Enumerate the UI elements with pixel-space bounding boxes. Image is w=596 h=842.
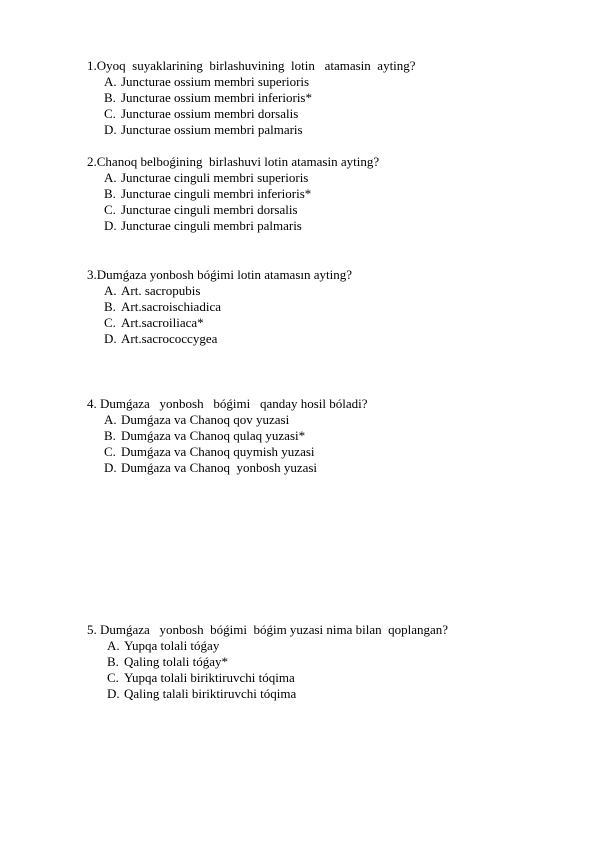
option-letter: D. [107,686,120,701]
option-letter: B. [107,654,119,669]
option-text: Dumǵaza va Chanoq yonbosh yuzasi [121,460,318,475]
option-letter: B. [104,428,116,443]
option-letter: B. [104,299,116,314]
option-letter: D. [104,331,117,346]
option-text: Juncturae cinguli membri inferioris* [121,186,312,201]
option-text: Art. sacropubis [121,283,201,298]
option-text: Dumǵaza va Chanoq quymish yuzasi [121,444,315,459]
option-letter: A. [107,638,120,653]
option-letter: B. [104,90,116,105]
question-text: 2.Chanoq belboǵining birlashuvi lotin atamasin ayting? [87,154,380,169]
option-text: Dumǵaza va Chanoq qulaq yuzasi* [121,428,306,443]
option-text: Juncturae ossium membri dorsalis [121,106,299,121]
option-letter: C. [107,670,119,685]
option-text: Juncturae ossium membri palmaris [121,122,303,137]
option-text: Yupqa tolali tóǵay [124,638,220,653]
option-text: Art.sacroischiadica [121,299,221,314]
option-text: Art.sacrococcygea [121,331,218,346]
option-letter: A. [104,74,117,89]
question-text: 3.Dumǵaza yonbosh bóǵimi lotin atamasın ayting? [87,267,353,282]
question-text: 5. Dumǵaza yonbosh bóǵimi bóǵim yuzasi nima bilan qoplangan? [87,622,449,637]
option-letter: D. [104,460,117,475]
question-text: 4. Dumǵaza yonbosh bóǵimi qanday hosil bóladi? [87,396,368,411]
option-text: Qaling talali biriktiruvchi tóqima [124,686,297,701]
option-letter: C. [104,315,116,330]
option-text: Juncturae cinguli membri superioris [121,170,309,185]
option-text: Juncturae cinguli membri dorsalis [121,202,298,217]
option-letter: A. [104,412,117,427]
option-letter: C. [104,202,116,217]
option-text: Juncturae cinguli membri palmaris [121,218,302,233]
option-text: Juncturae ossium membri inferioris* [121,90,312,105]
option-letter: A. [104,170,117,185]
option-text: Juncturae ossium membri superioris [121,74,310,89]
option-letter: D. [104,218,117,233]
option-text: Art.sacroiliaca* [121,315,204,330]
option-letter: C. [104,106,116,121]
question-text: 1.Oyoq suyaklarining birlashuvining lotin atamasin ayting? [87,58,416,73]
option-letter: B. [104,186,116,201]
option-letter: A. [104,283,117,298]
option-text: Qaling tolali tóǵay* [124,654,228,669]
option-letter: C. [104,444,116,459]
option-text: Dumǵaza va Chanoq qov yuzasi [121,412,290,427]
option-text: Yupqa tolali biriktiruvchi tóqima [124,670,295,685]
option-letter: D. [104,122,117,137]
